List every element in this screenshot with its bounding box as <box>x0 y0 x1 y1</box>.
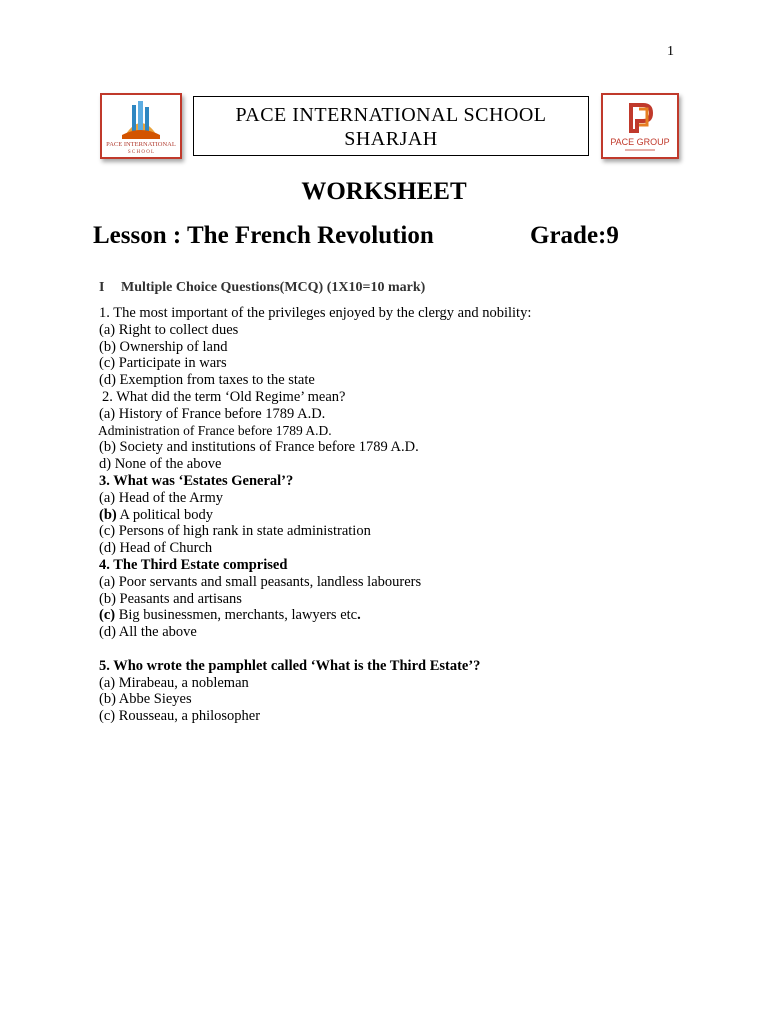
section-title: Multiple Choice Questions(MCQ) (1X10=10 mark) <box>121 280 426 295</box>
question-1: 1. The most important of the privileges enjoyed by the clergy and nobility: <box>99 305 532 321</box>
option-1c: (c) Participate in wars <box>99 355 227 372</box>
worksheet-title: WORKSHEET <box>301 178 467 205</box>
option-2d: d) None of the above <box>99 456 222 473</box>
section-heading <box>99 280 425 296</box>
option-4c-period: . <box>357 607 361 624</box>
page-number: 1 <box>667 44 674 59</box>
question-list <box>99 305 699 725</box>
school-name-line1: PACE INTERNATIONAL SCHOOL <box>235 104 547 126</box>
school-name-box <box>193 96 589 156</box>
option-2-line: Administration of France before 1789 A.D. <box>98 422 332 438</box>
option-5b: (b) Abbe Sieyes <box>99 691 192 708</box>
pace-group-logo <box>601 93 679 159</box>
option-4c <box>99 607 699 624</box>
question-5: 5. Who wrote the pamphlet called ‘What is the Third Estate’? <box>99 657 481 674</box>
option-4c-text: Big businessmen, merchants, lawyers etc <box>115 607 358 624</box>
option-5c: (c) Rousseau, a philosopher <box>99 708 261 725</box>
option-4d: (d) All the above <box>99 624 197 641</box>
school-crest-icon <box>102 95 180 157</box>
option-3c: (c) Persons of high rank in state administration <box>99 523 371 540</box>
option-4c-letter: (c) <box>99 607 116 624</box>
svg-text:PACE INTERNATIONAL: PACE INTERNATIONAL <box>106 141 176 148</box>
option-3a: (a) Head of the Army <box>99 489 224 506</box>
grade-label: Grade:9 <box>530 222 619 249</box>
option-1a: (a) Right to collect dues <box>99 321 239 338</box>
option-4b: (b) Peasants and artisans <box>99 590 242 607</box>
question-3: 3. What was ‘Estates General’? <box>99 472 294 489</box>
svg-text:S C H O O L: S C H O O L <box>127 150 155 155</box>
question-4: 4. The Third Estate comprised <box>99 556 288 573</box>
option-2b: (b) Society and institutions of France before 1789 A.D. <box>99 439 419 456</box>
lesson-title: Lesson : The French Revolution <box>93 222 434 249</box>
option-3b-text: A political body <box>116 506 213 523</box>
option-5a: (a) Mirabeau, a nobleman <box>99 674 249 691</box>
section-number: I <box>99 280 105 295</box>
option-2a: (a) History of France before 1789 A.D. <box>99 405 326 422</box>
option-3b <box>99 507 699 524</box>
svg-text:PACE GROUP: PACE GROUP <box>610 137 670 147</box>
option-4a: (a) Poor servants and small peasants, landless labourers <box>99 573 422 590</box>
option-3d: (d) Head of Church <box>99 540 213 557</box>
school-name-line2: SHARJAH <box>344 128 438 150</box>
pace-group-icon <box>603 95 677 157</box>
school-logo <box>100 93 182 159</box>
question-2: 2. What did the term ‘Old Regime’ mean? <box>102 388 346 405</box>
option-1b: (b) Ownership of land <box>99 338 228 355</box>
spacer <box>99 641 699 658</box>
option-1d: (d) Exemption from taxes to the state <box>99 372 315 389</box>
option-3b-letter: (b) <box>99 506 117 523</box>
